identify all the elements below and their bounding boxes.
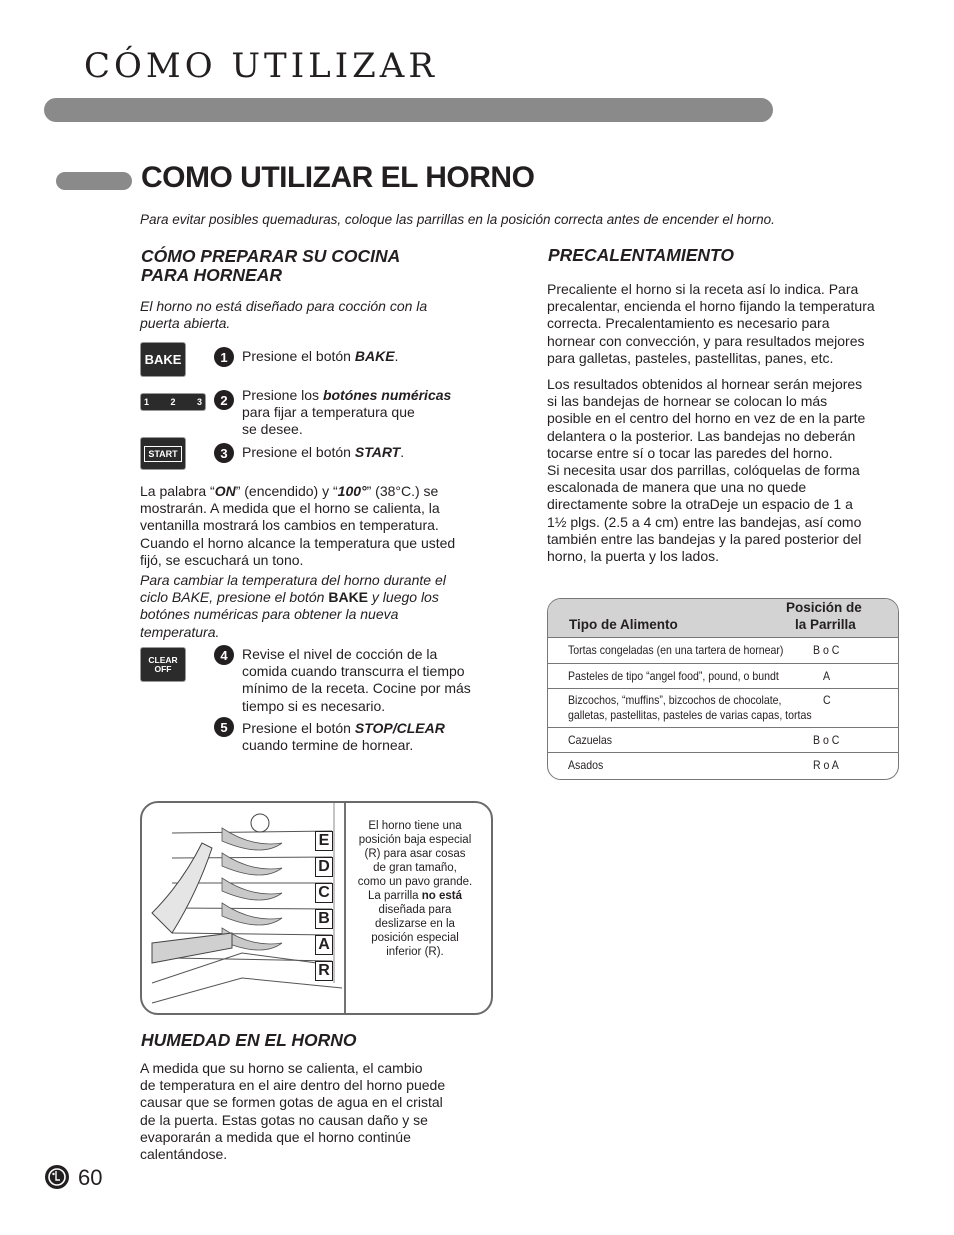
step-2-text	[242, 387, 451, 439]
oven-note-5: como un pavo grande.	[357, 876, 473, 888]
humidity-line3: causar que se formen gotas de agua en el cristal	[140, 1094, 443, 1111]
step-3-start: START	[354, 444, 401, 460]
table-row	[548, 664, 898, 689]
section-title: COMO UTILIZAR EL HORNO	[141, 161, 535, 194]
table-row	[548, 753, 898, 778]
clear-key-label: CLEAR	[148, 654, 178, 665]
oven-note-2: posición baja especial	[358, 834, 472, 846]
step-2-line2: para fijar a temperatura que	[242, 404, 415, 421]
preheat-heading: PRECALENTAMIENTO	[548, 245, 735, 265]
table-row	[548, 638, 898, 664]
on-p-100: 100°	[337, 483, 367, 499]
table-cell-food: Pasteles de tipo “angel food”, pound, o bundt	[568, 669, 779, 683]
step-1-text-a: Presione el botón	[242, 348, 355, 364]
change-p-line3: botónes numéricas para obtener la nueva	[140, 606, 399, 623]
header-bar	[44, 98, 773, 122]
on-p-line5: fijó, se escuchará un tono.	[140, 551, 304, 568]
table-col-position-l2: la Parrilla	[795, 617, 856, 632]
prepare-heading-line2: PARA HORNEAR	[141, 265, 282, 285]
rack-position-a: A	[315, 935, 333, 955]
number-key-1: 1	[144, 397, 150, 407]
humidity-paragraph	[140, 1060, 445, 1163]
table-cell-position: B o C	[813, 733, 840, 747]
oven-note-3: (R) para asar cosas	[364, 848, 466, 860]
on-p-line3: ventanilla mostrará los cambios en temperatura.	[140, 517, 439, 534]
step-1-bake: BAKE	[354, 348, 395, 364]
oven-note-8: deslizarse en la	[375, 918, 455, 930]
prepare-heading	[141, 247, 400, 285]
oven-note-6a: La parrilla	[368, 890, 422, 902]
preheat-p1-line: Precaliente el horno si la receta así lo indica. Para	[547, 281, 859, 297]
table-cell-food: Cazuelas	[568, 733, 613, 747]
rack-position-d: D	[315, 857, 333, 877]
preheat-p2-line: horno, la puerta y los lados.	[547, 548, 719, 565]
step-1-text	[242, 348, 398, 365]
preheat-p2-line: delantera o la posterior. Las bandejas no deberán	[547, 427, 856, 444]
table-cell-position: C	[823, 693, 831, 707]
table-col-food: Tipo de Alimento	[569, 617, 678, 632]
lg-logo-icon	[45, 1165, 69, 1189]
table-cell-position: R o A	[813, 758, 839, 772]
humidity-heading: HUMEDAD EN EL HORNO	[141, 1030, 357, 1050]
table-cell-position: B o C	[813, 643, 840, 657]
preheat-p2-line: posible en el centro del horno en vez de en la parte	[547, 410, 866, 427]
change-p-line1: Para cambiar la temperatura del horno durante el	[140, 572, 446, 588]
step-3-text-a: Presione el botón	[242, 444, 355, 460]
table-cell-position: A	[823, 669, 831, 683]
number-keys-image	[141, 394, 205, 410]
rack-position-c: C	[315, 883, 333, 903]
table-cell-food: Asados	[568, 758, 604, 772]
step-1-text-c: .	[394, 348, 399, 364]
step-5-text-a: Presione el botón	[242, 720, 355, 736]
rack-position-r: R	[315, 961, 333, 981]
clear-off-key-image	[141, 648, 185, 681]
rack-position-b: B	[315, 909, 333, 929]
table-cell-food: Bizcochos, “muffins”, bizcochos de chocolate,	[568, 693, 782, 707]
step-5-line2: cuando termine de hornear.	[242, 737, 414, 754]
change-p-l2c: y luego los	[368, 589, 439, 606]
on-p-c: ” (encendido) y “	[235, 483, 338, 499]
prepare-note-line1: El horno no está diseñado para cocción con la	[140, 298, 428, 314]
step-4-line1: Revise el nivel de cocción de la	[242, 646, 438, 662]
start-key-label: START	[144, 446, 181, 462]
change-p-l2a: ciclo BAKE, presione el botón	[140, 589, 329, 606]
section-pill	[56, 172, 132, 190]
step-4-line2: comida cuando transcurra el tiempo	[242, 663, 465, 680]
humidity-line6: calentándose.	[140, 1146, 228, 1163]
humidity-line4: de la puerta. Estas gotas no causan daño y se	[140, 1111, 428, 1128]
change-p-line4: temperatura.	[140, 623, 220, 640]
on-p-on: ON	[214, 483, 236, 499]
intro-text: Para evitar posibles quemaduras, coloque las parrillas en la posición correcta antes de encender el horno.	[140, 212, 775, 227]
prepare-note-line2: puerta abierta.	[140, 315, 231, 332]
on-p-a: La palabra “	[140, 483, 215, 499]
table-header	[548, 599, 898, 638]
step-5-number: 5	[214, 717, 234, 737]
oven-note-1: El horno tiene una	[368, 820, 462, 832]
preheat-p2-line: Los resultados obtenidos al hornear serán mejores	[547, 376, 863, 392]
step-2-number: 2	[214, 390, 234, 410]
prepare-heading-line1: CÓMO PREPARAR SU COCINA	[141, 246, 401, 266]
page-number: 60	[78, 1165, 103, 1190]
on-p-line4: Cuando el horno alcance la temperatura que usted	[140, 534, 456, 551]
table-cell-food-line2: galletas, pastellitas, pasteles de varias capas, tortas	[568, 708, 812, 722]
preheat-p1-line: correcta. Precalentamiento es necesario para	[547, 315, 830, 332]
humidity-line5: evaporarán a medida que el horno continúe	[140, 1128, 411, 1145]
step-4-line4: tiempo si es necesario.	[242, 697, 386, 714]
bake-key-image: BAKE	[141, 343, 185, 376]
step-3-text-c: .	[400, 444, 405, 460]
oven-note-10: inferior (R).	[386, 946, 444, 958]
preheat-p1-line: precalentar, encienda el horno fijando la temperatura	[547, 298, 875, 315]
number-key-3: 3	[196, 397, 202, 407]
preheat-p2-line: si las bandejas de hornear se colocan lo más	[547, 393, 828, 410]
start-key-image	[141, 438, 185, 469]
table-cell-food: Tortas congeladas (en una tartera de hornear)	[568, 643, 784, 657]
preheat-p2-line: Si necesita usar dos parrillas, colóquelas de forma	[547, 462, 860, 479]
step-3-text	[242, 444, 404, 461]
rack-position-e: E	[315, 831, 333, 851]
preheat-p1-line: para galletas, pasteles, pastellitas, panes, etc.	[547, 349, 834, 366]
preheat-p2-line: directamente sobre la otraDeje un espacio de 1 a	[547, 496, 853, 513]
preheat-p2-line: 1½ plgs. (2.5 a 4 cm) entre las bandejas, así como	[547, 513, 862, 530]
preheat-p2-line: escalonada de manera que una no quede	[547, 479, 807, 496]
humidity-line1: A medida que su horno se calienta, el cambio	[140, 1060, 423, 1076]
preheat-paragraph-1	[547, 281, 875, 367]
on-p-e: ” (38°C.) se	[366, 483, 439, 499]
change-temp-paragraph	[140, 572, 446, 641]
step-4-text	[242, 646, 471, 715]
preheat-p1-line: hornear con convección, y para resultados mejores	[547, 332, 865, 349]
step-5-stop-clear: STOP/CLEAR	[354, 720, 445, 736]
step-1-number: 1	[214, 347, 234, 367]
oven-note-6b: no está	[421, 890, 462, 902]
table-row	[548, 689, 898, 728]
table-col-position-l1: Posición de	[786, 600, 862, 615]
step-2-line3: se desee.	[242, 421, 303, 438]
on-paragraph	[140, 483, 455, 569]
step-2-text-a: Presione los	[242, 387, 323, 403]
preheat-paragraph-2	[547, 376, 865, 565]
page-header-title: CÓMO UTILIZAR	[84, 46, 438, 86]
step-4-number: 4	[214, 645, 234, 665]
humidity-line2: de temperatura en el aire dentro del horno puede	[140, 1077, 446, 1094]
step-3-number: 3	[214, 443, 234, 463]
on-p-line2: mostrarán. A medida que el horno se calienta, la	[140, 500, 440, 517]
rack-position-table	[547, 598, 899, 780]
change-p-bake: BAKE	[328, 589, 369, 606]
step-2-numeric-buttons: botónes numéricas	[322, 387, 452, 403]
number-key-2: 2	[170, 397, 176, 407]
step-4-line3: mínimo de la receta. Cocine por más	[242, 680, 471, 697]
preheat-p2-line: también entre las bandejas y la pared posterior del	[547, 530, 862, 547]
preheat-p2-line: tocarse entre sí o tocar las paredes del horno.	[547, 444, 833, 461]
oven-note-7: diseñada para	[378, 904, 452, 916]
oven-note	[349, 819, 481, 959]
oven-note-4: de gran tamaño,	[373, 862, 457, 874]
step-5-text	[242, 720, 445, 754]
oven-note-9: posición especial	[371, 932, 459, 944]
off-key-label: OFF	[154, 663, 172, 674]
prepare-note	[140, 298, 427, 332]
table-row	[548, 728, 898, 753]
